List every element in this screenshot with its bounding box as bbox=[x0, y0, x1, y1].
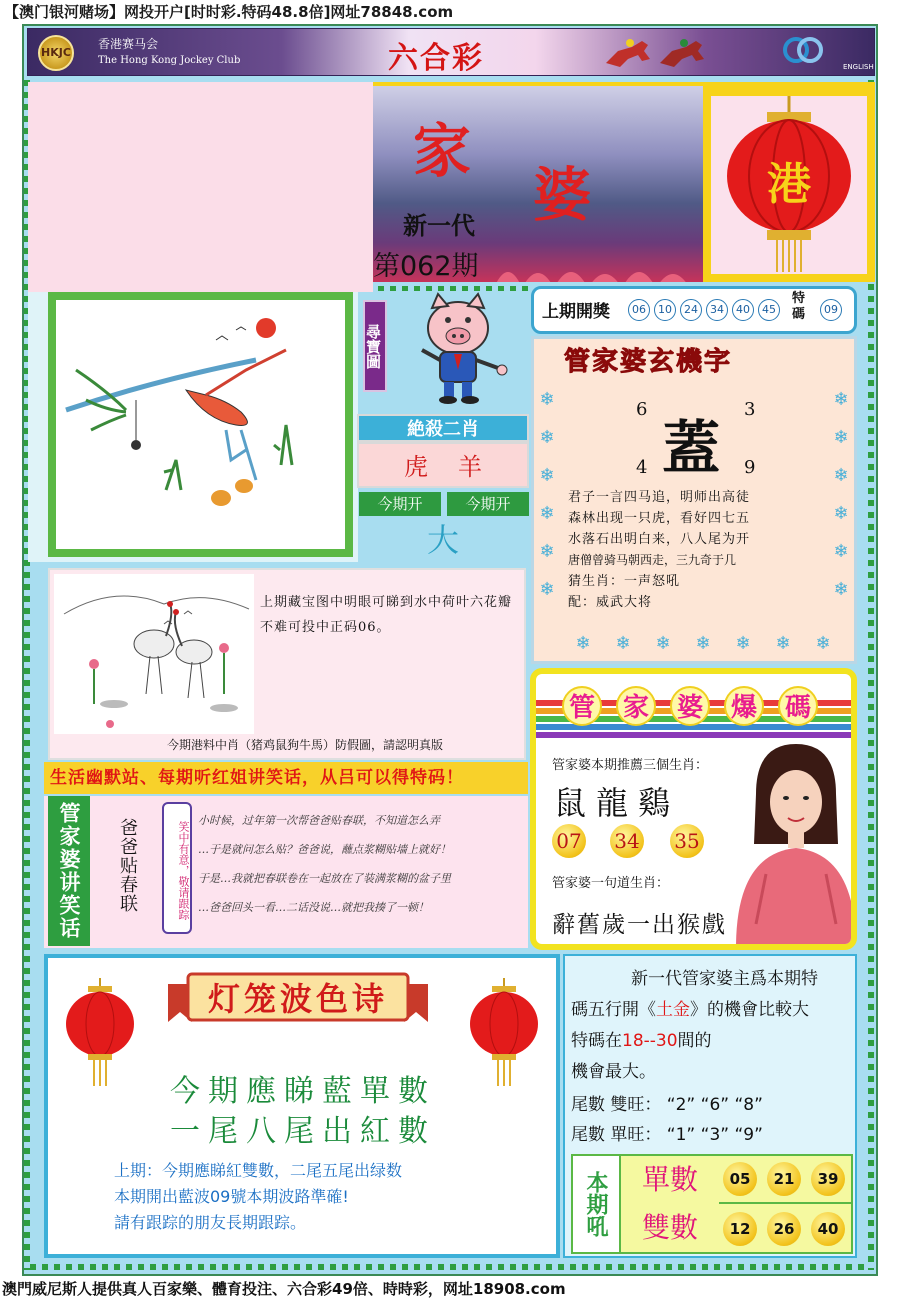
snowflake-icon: ❄ bbox=[815, 633, 831, 654]
brand-char-jia: 家 bbox=[413, 117, 472, 185]
recommend-phrase: 辭舊歲一出猴戲 bbox=[552, 912, 727, 938]
snowflake-icon: ❄ bbox=[695, 633, 711, 654]
double-ball: 26 bbox=[767, 1212, 801, 1246]
fake-check-caption: 今期港料中肖（猪鸡鼠狗牛馬）防假圖，請認明真版 bbox=[166, 738, 443, 752]
single-ball: 39 bbox=[811, 1162, 845, 1196]
kill-two-title: 絶殺二肖 bbox=[357, 414, 529, 442]
recommend-zodiacs: 鼠龍鷄 bbox=[554, 784, 681, 822]
hkjc-header bbox=[27, 28, 875, 76]
recommend-ball: 34 bbox=[610, 824, 644, 858]
previous-draw-label: 上期開獎 bbox=[542, 302, 610, 322]
five-elements-text bbox=[571, 964, 857, 1088]
joke-line: …爸爸回头一看…二话没说…就把我揍了一顿！ bbox=[198, 901, 429, 914]
snowflake-icon: ❄ bbox=[539, 541, 555, 562]
poem-note-line: 本期開出藍波09號本期波路準確! bbox=[114, 1187, 349, 1206]
english-link[interactable]: ENGLISH bbox=[843, 63, 874, 71]
poem-line: 水落石出明白来，八人尾为开 bbox=[568, 532, 751, 547]
lantern-poem-title: 灯笼波色诗 bbox=[207, 980, 388, 1018]
roar-label: 本期吼 bbox=[573, 1156, 621, 1252]
snowflake-icon: ❄ bbox=[539, 579, 555, 600]
kill-two-animals: 虎羊 bbox=[357, 442, 529, 488]
racehorses-icon bbox=[598, 33, 738, 73]
snowflake-icon: ❄ bbox=[575, 633, 591, 654]
recommend-subtitle: 管家婆本期推薦三個生肖： bbox=[552, 758, 709, 773]
snowflake-icon: ❄ bbox=[833, 503, 849, 524]
poem-line: 猜生肖：一声怒吼 bbox=[568, 574, 681, 589]
recommend-title-char: 婆 bbox=[670, 686, 710, 726]
issue-number: 第062期 bbox=[373, 251, 479, 282]
draw-ball: 10 bbox=[654, 299, 676, 321]
brand-char-po: 婆 bbox=[533, 161, 592, 229]
fake-check-text: 上期藏宝图中明眼可睇到水中荷叶六花瓣不难可投中正码06。 bbox=[260, 595, 513, 635]
woman-portrait bbox=[726, 724, 856, 948]
snowflake-icon: ❄ bbox=[775, 633, 791, 654]
recommend-ball: 07 bbox=[552, 824, 586, 858]
roar-box bbox=[571, 1154, 853, 1254]
lotus-flowers-icon bbox=[493, 254, 703, 282]
masthead-subtitle: 新一代 bbox=[403, 212, 475, 240]
snowflake-icon: ❄ bbox=[539, 427, 555, 448]
poem-line: 唐僧曾骑马朝西走，三九奇于几 bbox=[568, 553, 737, 567]
masthead-banner bbox=[373, 82, 703, 282]
previous-draw-bar bbox=[531, 286, 857, 334]
recommend-subtitle-2: 管家婆一句道生肖： bbox=[552, 876, 670, 891]
double-ball: 40 bbox=[811, 1212, 845, 1246]
special-label: 特碼 bbox=[792, 291, 806, 322]
poem-line-1: 今期應睇藍單數 bbox=[170, 1074, 436, 1109]
bottom-ad-banner[interactable]: 澳門威尼斯人提供真人百家樂、體育投注、六合彩49倍、時時彩，网址18908.com bbox=[0, 1278, 900, 1300]
joke-line: 小时候，过年第一次帮爸爸贴春联，不知道怎么弄 bbox=[198, 814, 440, 827]
wx-line: 機會最大。 bbox=[571, 1062, 656, 1082]
poem-line: 森林出现一只虎，看好四七五 bbox=[568, 511, 751, 526]
divider bbox=[719, 1202, 853, 1204]
big-odd-result: 大 bbox=[426, 521, 499, 559]
joke-headline: 生活幽默站、每期听红姐讲笑话，从吕可以得特码！ bbox=[44, 762, 528, 794]
open-label-2: 今期开 bbox=[447, 492, 529, 516]
snowflake-icon: ❄ bbox=[655, 633, 671, 654]
wx-text: 間的 bbox=[677, 1031, 712, 1051]
joke-text bbox=[198, 806, 520, 922]
wx-text: 特碼在 bbox=[571, 1031, 622, 1051]
recommend-panel bbox=[530, 668, 857, 950]
joke-line: …于是就问怎么贴？爸爸说，蘸点浆糊贴墙上就好！ bbox=[198, 843, 451, 856]
tail-single-row: 尾數 單旺： “1” “3” “9” bbox=[571, 1125, 763, 1145]
cartoon-pig-icon bbox=[410, 290, 520, 405]
snowflake-icon: ❄ bbox=[539, 503, 555, 524]
draw-ball: 45 bbox=[758, 299, 780, 321]
mystery-char-title: 管家婆玄機字 bbox=[564, 347, 733, 377]
treasure-map-label: 尋寶圖 bbox=[363, 300, 387, 392]
mystery-num-tl: 6 bbox=[636, 399, 648, 420]
wx-highlight: 18--30 bbox=[622, 1031, 678, 1051]
single-label: 單數 bbox=[641, 1163, 698, 1196]
snowflake-icon: ❄ bbox=[735, 633, 751, 654]
lantern-poem-panel bbox=[44, 954, 560, 1258]
joke-title: 爸爸贴春联 bbox=[117, 818, 138, 913]
snowflake-icon: ❄ bbox=[539, 389, 555, 410]
lantern-card-inner bbox=[711, 96, 867, 274]
snowflake-icon: ❄ bbox=[833, 541, 849, 562]
joke-side-label: 管家婆讲笑话 bbox=[48, 796, 90, 946]
wx-line bbox=[571, 1026, 857, 1057]
cranes-illustration bbox=[54, 574, 254, 734]
snowflake-icon: ❄ bbox=[833, 465, 849, 486]
joke-line: 于是…我就把春联卷在一起放在了装满浆糊的盆子里 bbox=[198, 872, 451, 885]
fake-check-panel bbox=[48, 568, 526, 760]
hkjc-name-cn: 香港赛马会 bbox=[98, 37, 159, 51]
wx-line: 新一代管家婆主爲本期特 bbox=[631, 969, 818, 989]
blank-placeholder-box bbox=[28, 82, 373, 292]
hkjc-name-en: The Hong Kong Jockey Club bbox=[98, 55, 241, 66]
hkjc-logo[interactable]: HKJC bbox=[38, 35, 74, 71]
poem-note-line: 上期：今期應睇紅雙數，二尾五尾出绿数 bbox=[114, 1161, 403, 1180]
mystery-poem bbox=[568, 487, 848, 613]
mystery-num-br: 9 bbox=[744, 457, 756, 478]
open-label-1: 今期开 bbox=[359, 492, 441, 516]
single-ball: 05 bbox=[723, 1162, 757, 1196]
wx-text: 碼五行開《 bbox=[571, 1000, 656, 1020]
recommend-title-char: 爆 bbox=[724, 686, 764, 726]
snowflake-icon: ❄ bbox=[539, 465, 555, 486]
snowflake-icon: ❄ bbox=[833, 579, 849, 600]
lantern-char: 港 bbox=[767, 159, 811, 210]
joke-panel bbox=[44, 796, 528, 948]
lottery-title: 六合彩 bbox=[388, 41, 484, 76]
poem-line-2: 一尾八尾出紅數 bbox=[170, 1114, 436, 1149]
joke-tag: 笑中有意，敬请跟踪 bbox=[162, 802, 192, 934]
poem-notes bbox=[114, 1158, 534, 1236]
lantern-card bbox=[703, 82, 875, 282]
recommend-title-char: 碼 bbox=[778, 686, 818, 726]
wx-line bbox=[571, 995, 857, 1026]
draw-ball: 24 bbox=[680, 299, 702, 321]
double-ball: 12 bbox=[723, 1212, 757, 1246]
draw-ball: 06 bbox=[628, 299, 650, 321]
recommend-ball: 35 bbox=[670, 824, 704, 858]
special-ball: 09 bbox=[820, 299, 842, 321]
snowflake-icon: ❄ bbox=[615, 633, 631, 654]
draw-ball: 34 bbox=[706, 299, 728, 321]
five-elements-panel bbox=[563, 954, 857, 1258]
recommend-title-char: 管 bbox=[562, 686, 602, 726]
top-ad-banner[interactable]: 【澳门银河赌场】网投开户[时时彩.特码48.8倍]网址78848.com bbox=[0, 0, 900, 24]
bird-on-branch-illustration bbox=[56, 300, 345, 549]
double-label: 雙數 bbox=[641, 1211, 698, 1244]
draw-ball: 40 bbox=[732, 299, 754, 321]
recommend-title-char: 家 bbox=[616, 686, 656, 726]
mystery-num-tr: 3 bbox=[744, 399, 756, 420]
wx-highlight: 土金 bbox=[656, 1000, 690, 1020]
poem-line: 配：威武大将 bbox=[568, 595, 653, 610]
rings-logo-icon bbox=[780, 35, 826, 65]
snowflake-icon: ❄ bbox=[833, 389, 849, 410]
treasure-map-picture bbox=[48, 292, 353, 557]
mystery-char-panel bbox=[531, 336, 857, 664]
chain-border-bottom bbox=[30, 1264, 868, 1270]
mystery-num-bl: 4 bbox=[636, 457, 648, 478]
wx-text: 》的機會比較大 bbox=[690, 1000, 809, 1020]
tail-double-row: 尾數 雙旺： “2” “6” “8” bbox=[571, 1095, 763, 1115]
mystery-character: 蓋 bbox=[662, 414, 721, 482]
single-ball: 21 bbox=[767, 1162, 801, 1196]
poem-line: 君子一言四马追，明师出高徒 bbox=[568, 490, 751, 505]
poem-note-line: 請有跟踪的朋友長期跟踪。 bbox=[114, 1213, 307, 1232]
snowflake-icon: ❄ bbox=[833, 427, 849, 448]
